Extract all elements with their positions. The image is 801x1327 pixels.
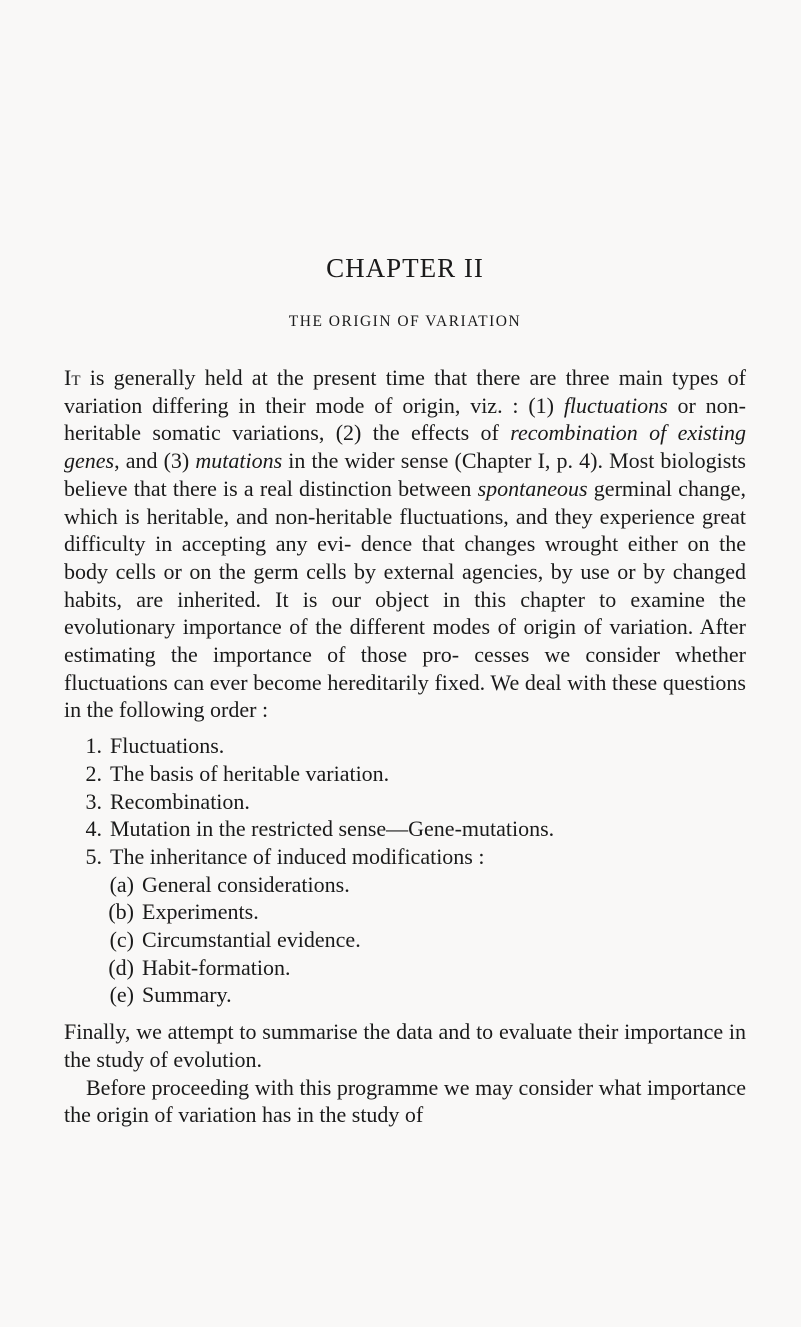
outline-text: Recombination. [110,788,250,814]
outline-item [64,788,746,816]
outline-text: The inheritance of induced modifications : [110,843,485,869]
sub-outline-text: Experiments. [142,899,259,925]
sub-outline-letter: (e) [109,982,134,1008]
sub-outline-letter: (d) [108,954,134,980]
outline-item [64,760,746,788]
outline-list [64,732,746,1009]
outline-item [64,815,746,843]
outline-number: 4. [85,816,102,842]
text-run: , and (3) [114,448,196,474]
sub-outline-item [64,871,746,899]
sub-outline-letter: (c) [109,927,134,953]
outline-number: 3. [85,788,102,814]
sub-outline-item [64,926,746,954]
outline-text: The basis of heritable variation. [110,760,390,786]
paragraph-intro [64,364,746,724]
italic-term: spontaneous [477,475,588,501]
text-run: or non-heritable somatic variations, (2) the effects of [64,392,746,446]
sub-outline-item [64,954,746,982]
outline-number: 5. [85,843,102,869]
sub-outline-text: Habit-formation. [142,954,291,980]
outline-text: Fluctuations. [110,733,225,759]
text-run: in the wider sense (Chapter I, p. 4). Most biologists believe that there is a real distinction between [64,448,746,501]
chapter-title: CHAPTER II [326,253,484,283]
text-run: is generally held at the present time that there are three main types of variation differing in their mode of origin, viz. : (1) [64,365,746,418]
body-text [64,364,746,1129]
outline-number: 1. [85,733,102,759]
sub-outline-text: General considerations. [142,871,350,897]
italic-term: recombination of existing genes [64,420,746,474]
text-run: germinal change, which is heritable, and non-heritable fluctuations, and they experience great difficulty in accepting any evi- dence that changes wrought either on the body cells or on the germ cells by external agencies, by use or by changed habits, are inherited. It is our object in this chapter to examine the evolutionary importance of the different modes of origin of variation. After estimating the importance of those pro- cesses we consider whether fluctuations can ever become hereditarily fixed. We deal with these questions in the following order : [64,475,746,723]
outline-number: 2. [85,760,102,786]
italic-term: mutations [195,448,283,474]
paragraph-before: Before proceeding with this programme we may consider what importance the origin of variation has in the study of [64,1074,746,1128]
italic-term: fluctuations [563,392,668,418]
sub-outline-text: Circumstantial evidence. [142,927,361,953]
sub-outline-letter: (b) [108,899,134,925]
sub-outline-item [64,981,746,1009]
sub-outline-item [64,898,746,926]
outline-text: Mutation in the restricted sense—Gene-mutations. [110,816,555,842]
outline-item [64,843,746,871]
lead-word: It [64,365,81,390]
sub-outline-text: Summary. [142,982,232,1008]
outline-item [64,732,746,760]
sub-outline-letter: (a) [109,871,134,897]
chapter-subtitle: THE ORIGIN OF VARIATION [288,313,522,330]
paragraph-finally: Finally, we attempt to summarise the data and to evaluate their importance in the study of evolution. [64,1019,746,1072]
